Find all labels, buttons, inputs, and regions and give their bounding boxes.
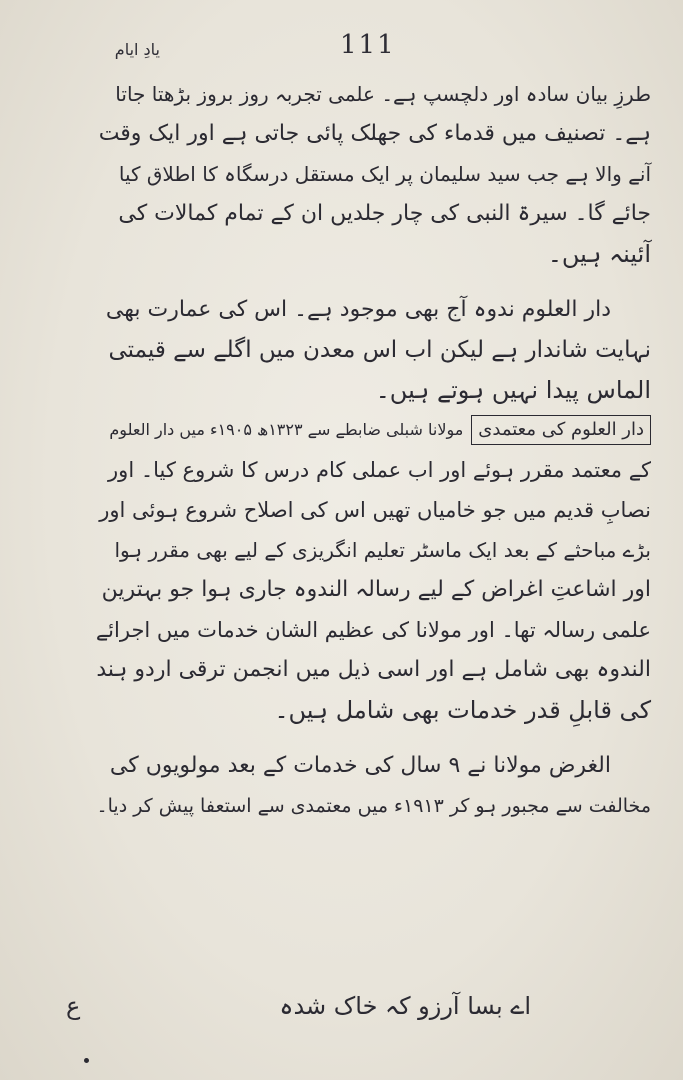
paragraph (96, 746, 651, 826)
text-line: مخالفت سے مجبور ہو کر ۱۹۱۳ء میں معتمدی سے استعفا پیش کر دیا۔ (96, 795, 651, 817)
body-text (96, 74, 651, 826)
paragraph-gap (96, 274, 651, 290)
text-line: نہایت شاندار ہے لیکن اب اس معدن میں اگلے سے قیمتی (108, 337, 651, 363)
verse-line: اے بسا آرزو کہ خاک شدہ (279, 992, 531, 1020)
text-line: الماس پیدا نہیں ہوتے ہیں۔ (375, 376, 651, 404)
closing-verse (66, 986, 651, 1026)
text-line-with-note (96, 410, 651, 450)
text-line: طرزِ بیان سادہ اور دلچسپ ہے۔ علمی تجربہ روز بروز بڑھتا جاتا (115, 82, 651, 106)
paragraph (96, 410, 651, 730)
text-line: مولانا شبلی ضابطے سے ۱۳۲۳ھ ۱۹۰۵ء میں دار العلوم (109, 420, 464, 439)
text-line: کے معتمد مقرر ہوئے اور اب عملی کام درس کا شروع کیا۔ اور (108, 458, 651, 482)
text-line: الندوہ بھی شامل ہے اور اسی ذیل میں انجمن ترقی اردو ہند (96, 657, 651, 682)
paragraph (96, 74, 651, 274)
text-line: علمی رسالہ تھا۔ اور مولانا کی عظیم الشان خدمات میں اجرائے (95, 618, 651, 642)
text-line: نصابِ قدیم میں جو خامیاں تھیں اس کی اصلاح شروع ہوئی اور (99, 498, 651, 522)
text-line: ہے۔ تصنیف میں قدماء کی جھلک پائی جاتی ہے اور ایک وقت (98, 121, 651, 146)
text-line: بڑے مباحثے کے بعد ایک ماسٹر تعلیم انگریزی کے لیے بھی مقرر ہوا (114, 538, 651, 562)
verse-mark: ع (66, 992, 81, 1020)
paragraph (96, 290, 651, 410)
running-head: یادِ ایام (114, 40, 160, 59)
ink-dot (84, 1058, 89, 1063)
page-number: 111 (340, 30, 396, 60)
side-note: دار العلوم کی معتمدی (471, 415, 651, 445)
text-line: جائے گا۔ سیرۃ النبی کی چار جلدیں ان کے تمام کمالات کی (118, 201, 651, 226)
text-line: اور اشاعتِ اغراض کے لیے رسالہ الندوہ جاری ہوا جو بہترین (101, 577, 651, 602)
text-line: آئینہ ہیں۔ (547, 240, 651, 268)
text-line: آنے والا ہے جب سید سلیمان پر ایک مستقل درسگاہ کا اطلاق کیا (118, 162, 651, 186)
text-line: دار العلوم ندوہ آج بھی موجود ہے۔ اس کی عمارت بھی (105, 297, 611, 322)
text-line: الغرض مولانا نے ۹ سال کی خدمات کے بعد مولویوں کی (109, 753, 611, 778)
paragraph-gap (96, 730, 651, 746)
text-line: کی قابلِ قدر خدمات بھی شامل ہیں۔ (274, 696, 651, 724)
